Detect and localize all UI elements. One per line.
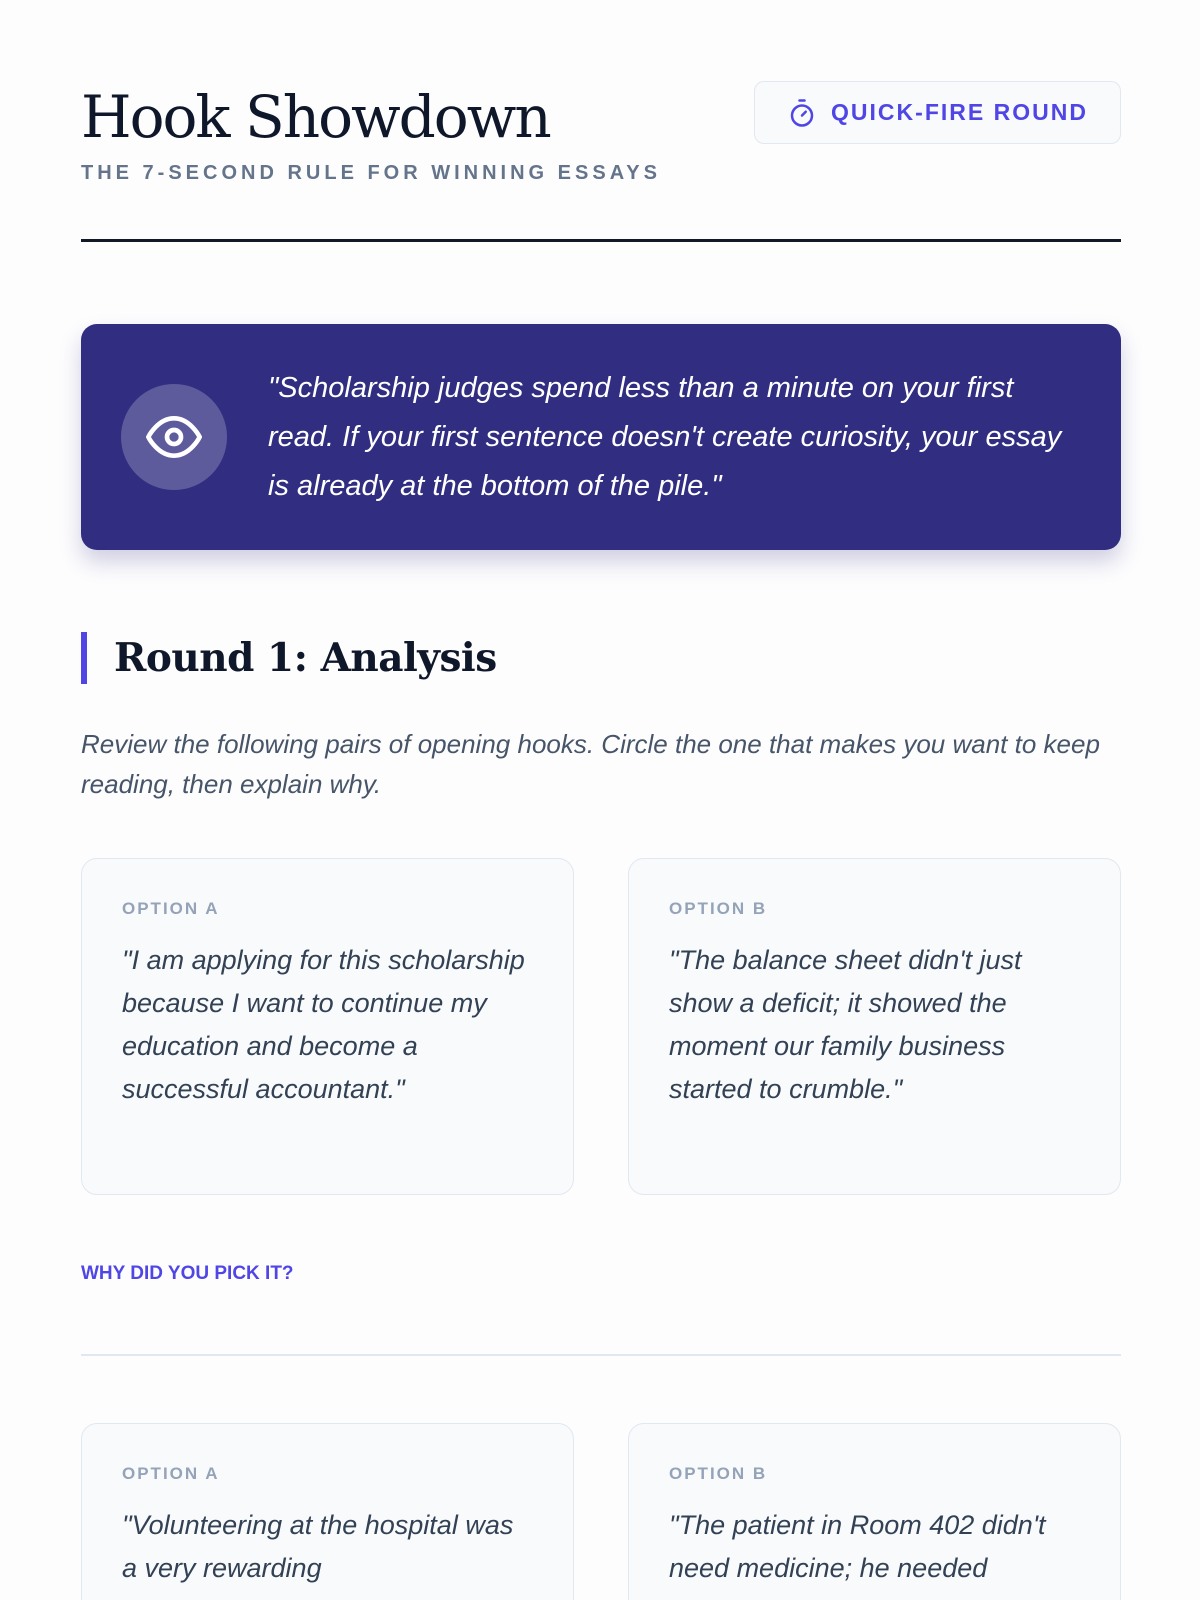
quick-fire-round-badge: [754, 81, 1121, 144]
option-label: OPTION B: [669, 899, 768, 918]
hook-text: "I am applying for this scholarship because I want to continue my education and become a successful accountant.": [122, 945, 525, 1104]
eye-icon: [146, 409, 202, 465]
hook-text: "The balance sheet didn't just show a deficit; it showed the moment our family business started to crumble.": [669, 945, 1022, 1104]
option-label: OPTION A: [122, 899, 220, 918]
option-label: OPTION B: [669, 1464, 768, 1483]
option-b-card[interactable]: [628, 1423, 1121, 1600]
eye-icon-circle: [121, 384, 227, 490]
answer-line[interactable]: [81, 1354, 1121, 1356]
hook-text: "The patient in Room 402 didn't need medicine; he needed: [669, 1510, 1046, 1583]
round-instructions: Review the following pairs of opening hooks. Circle the one that makes you want to keep reading, then explain why.: [81, 729, 1100, 799]
option-a-card[interactable]: [81, 858, 574, 1195]
page-subtitle: THE 7-SECOND RULE FOR WINNING ESSAYS: [81, 162, 661, 184]
stopwatch-icon: [787, 98, 817, 128]
worksheet-page: [81, 0, 1121, 1600]
why-pick-label: WHY DID YOU PICK IT?: [81, 1263, 294, 1284]
page-header: [81, 80, 1121, 242]
hook-text: "Volunteering at the hospital was a very rewarding: [122, 1510, 514, 1583]
quote-banner: [81, 324, 1121, 550]
page-title: Hook Showdown: [81, 83, 550, 151]
quote-text: "Scholarship judges spend less than a minute on your first read. If your first sentence doesn't create curiosity, your essay is already at the bottom of the pile.": [268, 372, 1062, 502]
option-b-card[interactable]: [628, 858, 1121, 1195]
badge-label: QUICK-FIRE ROUND: [831, 99, 1088, 125]
option-a-card[interactable]: [81, 1423, 574, 1600]
option-label: OPTION A: [122, 1464, 220, 1483]
round-heading: Round 1: Analysis: [81, 632, 497, 684]
